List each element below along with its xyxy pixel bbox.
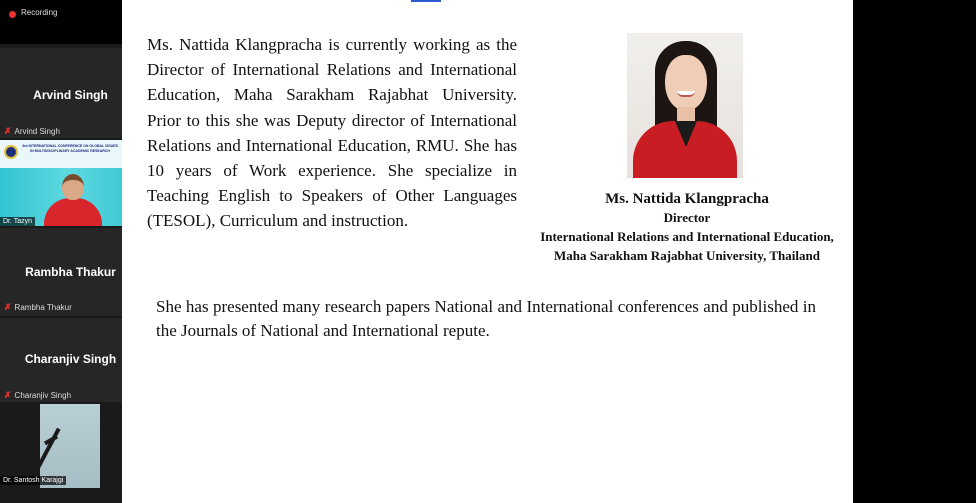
caption-org-line1: International Relations and International Education, bbox=[540, 229, 834, 244]
participant-footer-name: Rambha Thakur bbox=[14, 303, 72, 312]
video-name-tag: Dr. Santosh Karajgi bbox=[0, 476, 66, 485]
conference-banner-text: 3rd INTERNATIONAL CONFERENCE ON GLOBAL ISSUES IN MULTIDISCIPLINARY ACADEMIC RESEARCH bbox=[22, 144, 118, 153]
shared-slide bbox=[122, 0, 853, 503]
participant-tile-arvind[interactable] bbox=[0, 48, 141, 138]
participant-name: Arvind Singh bbox=[33, 88, 108, 102]
participant-footer bbox=[4, 390, 71, 401]
participant-footer bbox=[4, 126, 60, 137]
recording-label: Recording bbox=[21, 8, 58, 17]
mic-muted-icon: ✗ bbox=[4, 126, 12, 136]
right-margin bbox=[853, 0, 976, 503]
conference-logo-icon bbox=[4, 145, 18, 159]
conference-banner bbox=[0, 140, 141, 168]
participant-video-tazyn[interactable] bbox=[0, 140, 141, 226]
mic-muted-icon: ✗ bbox=[4, 390, 12, 400]
mic-muted-icon: ✗ bbox=[4, 302, 12, 312]
caption-name: Ms. Nattida Klangpracha bbox=[605, 191, 769, 207]
caption-org-line2: Maha Sarakham Rajabhat University, Thailand bbox=[554, 248, 820, 263]
caption-role: Director bbox=[663, 210, 711, 225]
video-name-tag: Dr. Tazyn bbox=[0, 217, 35, 226]
participant-footer-name: Charanjiv Singh bbox=[14, 391, 72, 400]
slide-top-marker bbox=[411, 0, 441, 2]
participant-tile-rambha[interactable] bbox=[0, 228, 141, 316]
participant-name: Rambha Thakur bbox=[25, 265, 116, 279]
participant-tile-charanjiv[interactable] bbox=[0, 318, 141, 402]
participant-name: Charanjiv Singh bbox=[24, 352, 117, 366]
record-dot-icon bbox=[9, 11, 16, 18]
photo-face bbox=[665, 55, 707, 111]
participant-footer bbox=[4, 302, 72, 313]
speaker-photo bbox=[627, 33, 743, 178]
publications-paragraph: She has presented many research papers National and International conferences and published in the Journals of National and International repute. bbox=[156, 297, 816, 340]
speaker-head bbox=[62, 174, 84, 200]
participant-footer-name: Arvind Singh bbox=[14, 127, 60, 136]
speaker-bio: Ms. Nattida Klangpracha is currently working as the Director of International Relations and International Education, Maha Sarakham Rajabhat University. Prior to this she was Deputy director of International Relations and International Education, RMU. She has 10 years of Work experience. She specialize in Teaching English to Speakers of Other Languages (TESOL), Curriculum and instruction. bbox=[147, 35, 517, 231]
camera-scene bbox=[40, 428, 61, 470]
